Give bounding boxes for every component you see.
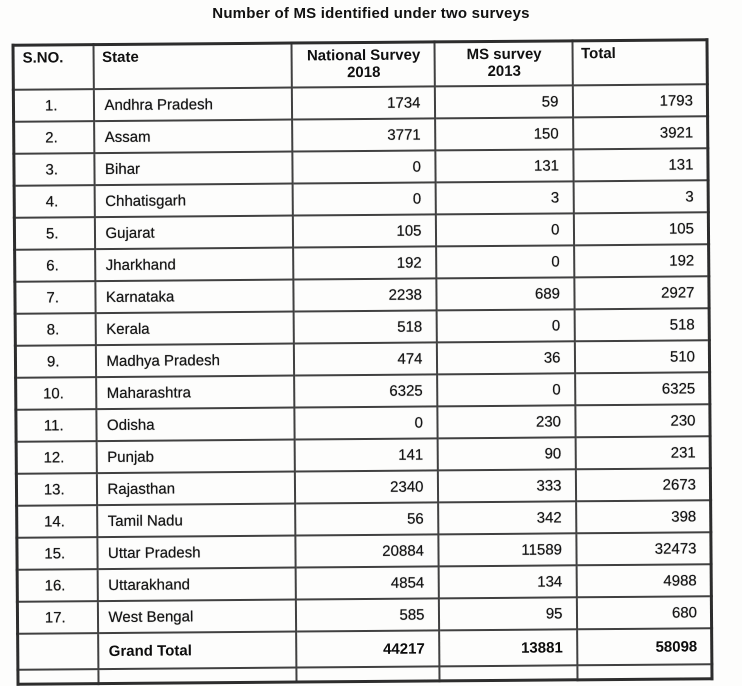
national-survey-2018-cell: 56 xyxy=(295,502,438,535)
state-cell: Assam xyxy=(94,120,292,154)
state-cell: Kerala xyxy=(95,312,293,346)
ms-survey-2013-cell: 230 xyxy=(437,405,575,438)
sno-cell xyxy=(18,633,98,670)
col-header-state: State xyxy=(93,43,291,89)
sno-cell: 14. xyxy=(17,505,97,538)
national-survey-2018-cell: 141 xyxy=(294,438,437,471)
ms-survey-2013-cell: 13881 xyxy=(439,629,577,666)
sno-cell: 12. xyxy=(16,441,96,474)
table-body xyxy=(13,84,712,684)
total-cell: 398 xyxy=(576,500,711,533)
sno-cell: 7. xyxy=(15,281,95,314)
state-cell: Maharashtra xyxy=(96,376,294,410)
total-cell: 105 xyxy=(573,212,708,245)
national-survey-2018-cell: 44217 xyxy=(296,630,439,667)
grand-total-row xyxy=(18,628,712,669)
ms-survey-2013-cell: 134 xyxy=(438,565,576,598)
col-header-ms-survey-2013: MS survey 2013 xyxy=(434,41,572,87)
sno-cell: 2. xyxy=(14,121,94,154)
sno-cell: 8. xyxy=(15,313,95,346)
national-survey-2018-cell: 585 xyxy=(295,598,438,631)
ms-survey-2013-cell: 90 xyxy=(437,437,575,470)
national-survey-2018-cell: 3771 xyxy=(292,118,435,151)
state-cell: Uttarakhand xyxy=(97,568,295,602)
national-survey-2018-cell: 518 xyxy=(293,310,436,343)
national-survey-2018-cell: 192 xyxy=(293,246,436,279)
filler-cell xyxy=(577,664,712,680)
sno-cell: 4. xyxy=(14,185,94,218)
total-cell: 131 xyxy=(573,148,708,181)
sno-cell: 17. xyxy=(17,601,97,634)
state-cell: Chhatisgarh xyxy=(94,184,292,218)
total-cell: 2927 xyxy=(574,276,709,309)
national-survey-2018-cell: 0 xyxy=(292,150,435,183)
national-survey-2018-cell: 2238 xyxy=(293,278,436,311)
filler-cell xyxy=(296,666,439,682)
ms-survey-table xyxy=(11,38,713,685)
ms-survey-2013-cell: 3 xyxy=(435,181,573,214)
national-survey-2018-cell: 1734 xyxy=(291,86,434,119)
sno-cell: 9. xyxy=(15,345,95,378)
national-survey-2018-cell: 4854 xyxy=(295,566,438,599)
total-cell: 231 xyxy=(575,436,710,469)
scanned-document-page xyxy=(0,5,742,660)
sno-cell: 13. xyxy=(16,473,96,506)
state-cell: Odisha xyxy=(96,408,294,442)
sno-cell: 5. xyxy=(14,217,94,250)
total-cell: 32473 xyxy=(576,532,711,565)
table-container xyxy=(11,38,710,685)
ms-survey-2013-cell: 150 xyxy=(435,117,573,150)
state-cell: Jharkhand xyxy=(95,248,293,282)
ms-survey-2013-cell: 95 xyxy=(438,597,576,630)
total-cell: 1793 xyxy=(572,84,707,117)
sno-cell: 6. xyxy=(15,249,95,282)
total-cell: 192 xyxy=(574,244,709,277)
national-survey-2018-cell: 105 xyxy=(292,214,435,247)
national-survey-2018-cell: 2340 xyxy=(294,470,437,503)
total-cell: 6325 xyxy=(575,372,710,405)
total-cell: 518 xyxy=(574,308,709,341)
sno-cell: 1. xyxy=(13,89,93,122)
state-cell: Gujarat xyxy=(94,216,292,250)
sno-cell: 3. xyxy=(14,153,94,186)
state-cell: Rajasthan xyxy=(96,472,294,506)
state-cell: Karnataka xyxy=(95,280,293,314)
state-cell: Grand Total xyxy=(98,632,296,670)
total-cell: 680 xyxy=(576,596,711,629)
ms-survey-2013-cell: 0 xyxy=(435,213,573,246)
national-survey-2018-cell: 0 xyxy=(294,406,437,439)
national-survey-2018-cell: 6325 xyxy=(294,374,437,407)
state-cell: Andhra Pradesh xyxy=(93,88,291,122)
total-cell: 230 xyxy=(575,404,710,437)
total-cell: 3921 xyxy=(573,116,708,149)
ms-survey-2013-cell: 59 xyxy=(434,85,572,118)
state-cell: Bihar xyxy=(94,152,292,186)
filler-cell xyxy=(98,668,296,684)
state-cell: West Bengal xyxy=(97,600,295,634)
filler-cell xyxy=(18,669,98,684)
ms-survey-2013-cell: 131 xyxy=(435,149,573,182)
ms-survey-2013-cell: 0 xyxy=(437,373,575,406)
state-cell: Madhya Pradesh xyxy=(95,344,293,378)
ms-survey-2013-cell: 36 xyxy=(436,341,574,374)
national-survey-2018-cell: 0 xyxy=(292,182,435,215)
state-cell: Uttar Pradesh xyxy=(97,536,295,570)
page-title: Number of MS identified under two surveys xyxy=(212,5,530,22)
sno-cell: 10. xyxy=(16,377,96,410)
header-row xyxy=(13,40,707,90)
ms-survey-2013-cell: 342 xyxy=(438,501,576,534)
state-cell: Tamil Nadu xyxy=(97,504,295,538)
total-cell: 58098 xyxy=(577,628,712,665)
col-header-national-survey-2018: National Survey 2018 xyxy=(291,42,434,88)
national-survey-2018-cell: 474 xyxy=(293,342,436,375)
sno-cell: 15. xyxy=(17,537,97,570)
ms-survey-2013-cell: 0 xyxy=(436,309,574,342)
filler-cell xyxy=(439,665,577,681)
state-cell: Punjab xyxy=(96,440,294,474)
col-header-sno: S.NO. xyxy=(13,45,93,90)
total-cell: 510 xyxy=(574,340,709,373)
national-survey-2018-cell: 20884 xyxy=(295,534,438,567)
col-header-total: Total xyxy=(572,40,707,86)
total-cell: 2673 xyxy=(575,468,710,501)
ms-survey-2013-cell: 11589 xyxy=(438,533,576,566)
total-cell: 3 xyxy=(573,180,708,213)
ms-survey-2013-cell: 333 xyxy=(437,469,575,502)
total-cell: 4988 xyxy=(576,564,711,597)
ms-survey-2013-cell: 0 xyxy=(436,245,574,278)
sno-cell: 16. xyxy=(17,569,97,602)
ms-survey-2013-cell: 689 xyxy=(436,277,574,310)
sno-cell: 11. xyxy=(16,409,96,442)
